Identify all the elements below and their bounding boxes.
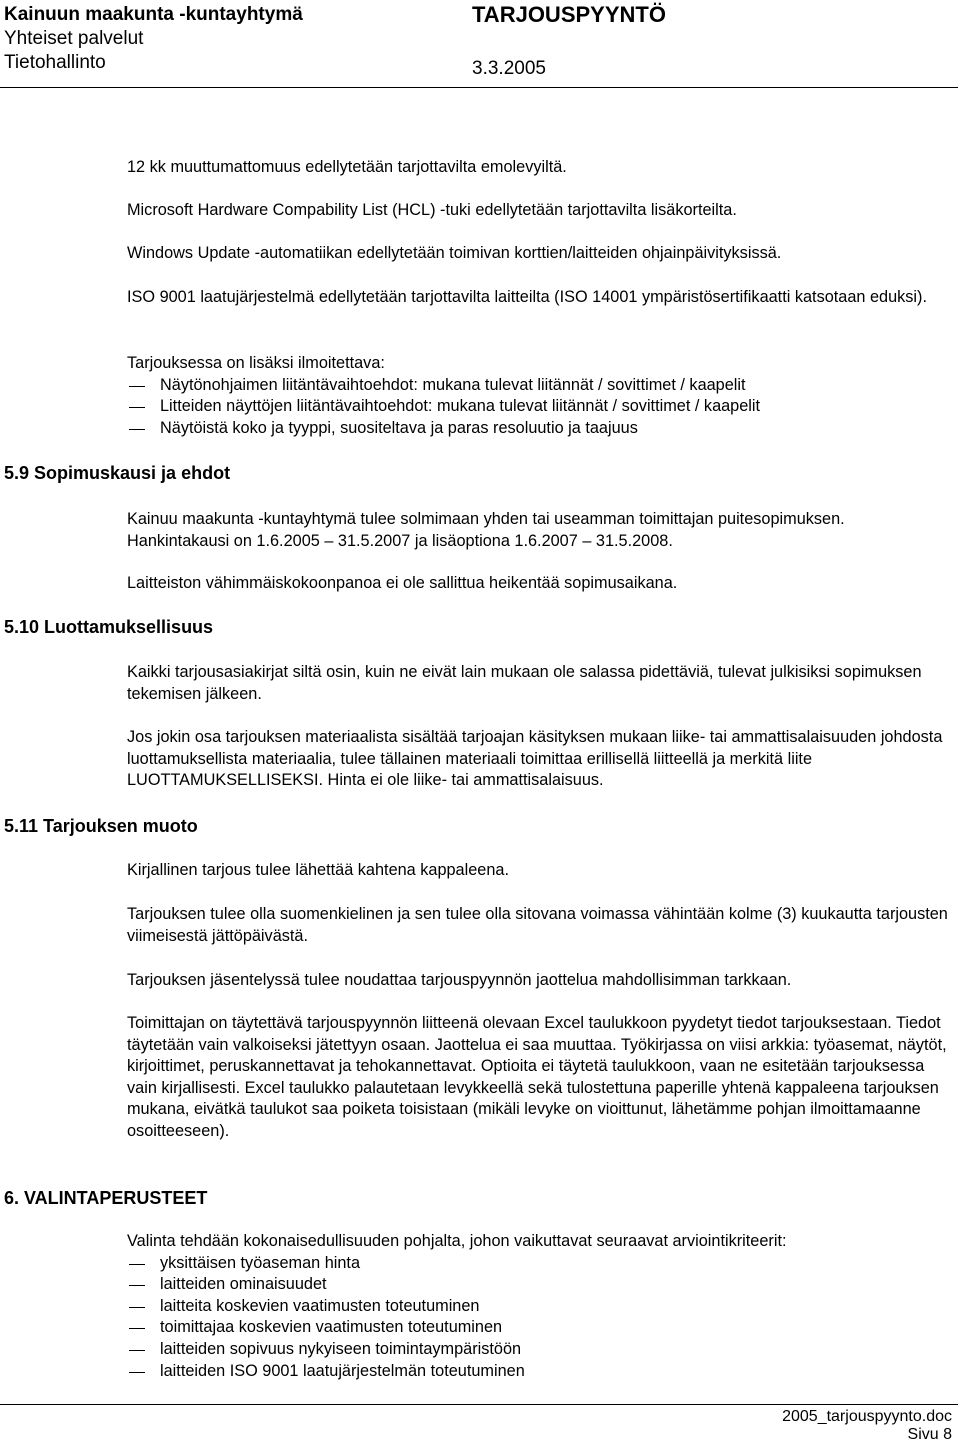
document-title: TARJOUSPYYNTÖ xyxy=(472,2,666,27)
list-item: laitteiden ominaisuudet xyxy=(127,1274,951,1296)
list-item: toimittajaa koskevien vaatimusten toteutuminen xyxy=(127,1317,951,1339)
paragraph-hcl: Microsoft Hardware Compability List (HCL) -tuki edellytetään tarjottavilta lisäkorteilta. xyxy=(127,201,737,219)
section-heading-6: 6. VALINTAPERUSTEET xyxy=(4,1188,208,1208)
list-item: Näytönohjaimen liitäntävaihtoehdot: mukana tulevat liitännät / sovittimet / kaapelit xyxy=(127,375,951,397)
footer-divider xyxy=(0,1404,958,1405)
paragraph-motherboard: 12 kk muuttumattomuus edellytetään tarjottavilta emolevyiltä. xyxy=(127,158,567,176)
header-divider xyxy=(0,87,958,88)
criteria-intro: Valinta tehdään kokonaisedullisuuden pohjalta, johon vaikuttavat seuraavat arviointikriteerit: xyxy=(127,1232,787,1250)
paragraph-public-documents: Kaikki tarjousasiakirjat siltä osin, kuin ne eivät lain mukaan ole salassa pidettäviä, tulevat julkisiksi sopimuksen tekemisen jälkeen. xyxy=(127,663,922,703)
paragraph-iso: ISO 9001 laatujärjestelmä edellytetään tarjottavilta laitteilta (ISO 14001 ympäristösertifikaatti katsotaan eduksi). xyxy=(127,288,927,306)
paragraph-confidential-material: Jos jokin osa tarjouksen materiaalista sisältää tarjoajan käsityksen mukaan liike- tai ammattisalaisuuden johdosta luottamuksellista materiaalia, tulee tällainen materiaali toimittaa erillisellä liitteellä ja merkitä liite LUOTTAMUKSELLISEKSI. Hinta ei ole liike- tai ammattisalaisuus. xyxy=(127,728,943,790)
additional-info-list xyxy=(127,375,951,440)
section-heading-5-9: 5.9 Sopimuskausi ja ehdot xyxy=(4,463,231,483)
footer-filename: 2005_tarjouspyynto.doc xyxy=(782,1408,952,1425)
additional-info-intro: Tarjouksessa on lisäksi ilmoitettava: xyxy=(127,354,385,372)
section-heading-5-11: 5.11 Tarjouksen muoto xyxy=(4,816,198,836)
organization-name: Kainuun maakunta -kuntayhtymä xyxy=(4,4,303,25)
paragraph-structure: Tarjouksen jäsentelyssä tulee noudattaa tarjouspyynnön jaottelua mahdollisimman tarkkaan. xyxy=(127,971,792,989)
paragraph-excel-form: Toimittajan on täytettävä tarjouspyynnön liitteenä olevaan Excel taulukkoon pyydetyt tiedot tarjouksestaan. Tiedot täytetään vain valkoiseksi jätettyyn osaan. Jaottelua ei saa muuttaa. Työkirjassa on viisi arkkia: työasemat, näytöt, kirjoittimet, peruskannettavat ja tehokannettavat. Optioita ei täytetä taulukkoon, vaan ne esitetään tarjouksessa vain kirjallisesti. Excel taulukko palautetaan levykkeellä sekä tulostettuna paperille yhtenä kappaleena tarjouksen mukana, eivätkä taulukot saa poiketa toisistaan (mikäli levyke on vioittunut, lähetämme pohjan ilmoittamaanne osoitteeseen). xyxy=(127,1014,947,1140)
list-item: laitteita koskevien vaatimusten toteutuminen xyxy=(127,1296,951,1318)
document-date: 3.3.2005 xyxy=(472,58,546,79)
paragraph-language-validity: Tarjouksen tulee olla suomenkielinen ja sen tulee olla sitovana voimassa vähintään kolme (3) kuukautta tarjousten viimeisestä jättöpäivästä. xyxy=(127,905,948,945)
list-item: Litteiden näyttöjen liitäntävaihtoehdot: mukana tulevat liitännät / sovittimet / kaapelit xyxy=(127,396,951,418)
paragraph-windows-update: Windows Update -automatiikan edellytetään toimivan korttien/laitteiden ohjainpäivityksissä. xyxy=(127,244,782,262)
additional-info-block xyxy=(127,353,951,439)
department-name: Yhteiset palvelut xyxy=(4,28,144,49)
list-item: laitteiden sopivuus nykyiseen toimintaympäristöön xyxy=(127,1339,951,1361)
paragraph-written-tender: Kirjallinen tarjous tulee lähettää kahtena kappaleena. xyxy=(127,861,509,879)
paragraph-contract-period: Kainuu maakunta -kuntayhtymä tulee solmimaan yhden tai useamman toimittajan puitesopimuksen. Hankintakausi on 1.6.2005 – 31.5.2007 ja lisäoptiona 1.6.2007 – 31.5.2008. xyxy=(127,510,845,550)
list-item: Näytöistä koko ja tyyppi, suositeltava ja paras resoluutio ja taajuus xyxy=(127,418,951,440)
footer-page-number: Sivu 8 xyxy=(907,1426,952,1443)
section-heading-5-10: 5.10 Luottamuksellisuus xyxy=(4,617,214,637)
unit-name: Tietohallinto xyxy=(4,52,106,73)
list-item: yksittäisen työaseman hinta xyxy=(127,1253,951,1275)
paragraph-minimum-configuration: Laitteiston vähimmäiskokoonpanoa ei ole sallittua heikentää sopimusaikana. xyxy=(127,574,678,592)
list-item: laitteiden ISO 9001 laatujärjestelmän toteutuminen xyxy=(127,1361,951,1383)
criteria-block xyxy=(127,1231,951,1382)
criteria-list xyxy=(127,1253,951,1383)
